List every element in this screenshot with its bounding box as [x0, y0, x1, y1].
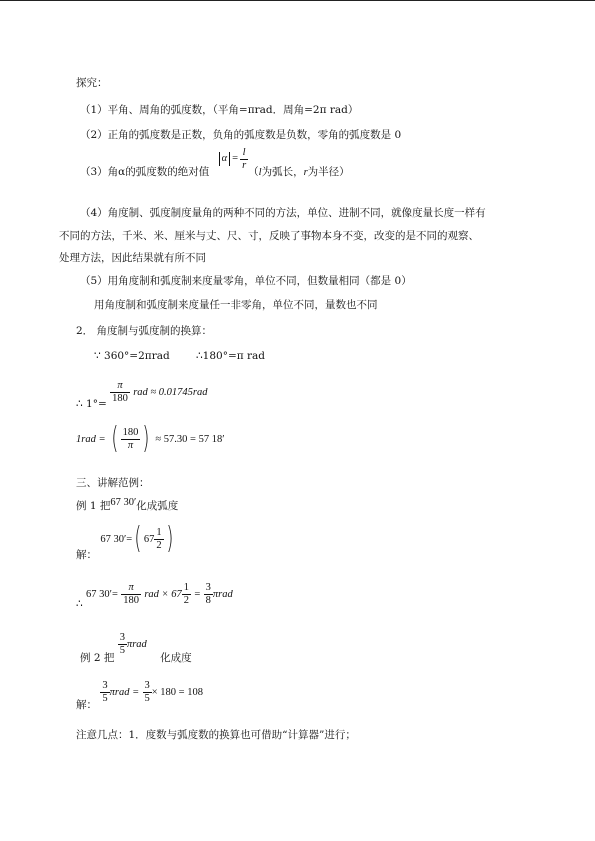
- 180-over-pi: [121, 427, 141, 452]
- therefore-symbol: ∴: [76, 598, 83, 610]
- heading-tanjiu: 探究：: [76, 77, 108, 89]
- because-line: ∵ 360°=2πrad: [94, 350, 170, 362]
- frac-num: 1: [156, 526, 162, 538]
- three-fifths: [100, 680, 109, 705]
- paren-close: ): [142, 421, 150, 456]
- point-3: [80, 146, 350, 191]
- suffix-a: （: [248, 166, 259, 178]
- frac-num: 180: [122, 426, 139, 438]
- point-2: （2）正角的弧度数是正数，负角的弧度数是负数，零角的弧度数是 0: [80, 129, 402, 141]
- paren-open: (: [111, 421, 119, 456]
- abs-alpha-formula: [219, 141, 249, 177]
- point-4-line-1: （4）角度制、弧度制度量角的两种不同的方法，单位、进制不同，就像度量长度一样有: [80, 207, 486, 219]
- suffix-b: 为弧长，: [261, 166, 304, 178]
- point-1: （1）平角、周角的弧度数，（平角=πrad．周角=2π rad）: [80, 104, 359, 116]
- l-var: l: [258, 167, 262, 178]
- frac-den: 180: [123, 594, 139, 606]
- solution-1: [76, 521, 175, 566]
- one-degree-rest: rad ≈ 0.01745rad: [133, 387, 208, 398]
- frac-num: π: [128, 581, 134, 593]
- point-5-line-1: （5）用角度制和弧度制来度量零角，单位不同，但数量相同（都是 0）: [80, 275, 412, 287]
- frac-den: π: [121, 439, 141, 452]
- notes-line: 注意几点：1．度数与弧度数的换算也可借助“计算器”进行；: [76, 729, 356, 741]
- solution-2-label: 解：: [76, 699, 97, 711]
- section-2-title: 2． 角度制与弧度制的换算：: [76, 325, 213, 337]
- formula-eq: =: [232, 153, 239, 164]
- abs-alpha: α: [219, 152, 231, 166]
- example-2-label: 例 2 把: [80, 652, 115, 664]
- top-rule: [0, 0, 595, 1]
- paren-close: ): [166, 521, 174, 556]
- frac-den: r: [242, 159, 247, 171]
- example-1-tail: 化成弧度: [136, 500, 179, 512]
- solution-2: [76, 675, 203, 716]
- point-3-prefix: （3）角α的弧度数的绝对值: [80, 166, 210, 178]
- frac-num: l: [242, 146, 246, 158]
- section-3-title: 三、讲解范例：: [76, 477, 150, 489]
- three-eighths: [204, 582, 213, 607]
- three-fifths: [118, 632, 127, 657]
- r-var: r: [303, 167, 308, 178]
- example-2-frac-tail: πrad: [126, 639, 147, 650]
- example-1-label: 例 1 把: [76, 500, 111, 512]
- example-2-tail: 化成度: [160, 652, 192, 664]
- pi-over-180: [121, 582, 141, 607]
- frac-num: 3: [144, 679, 150, 691]
- frac-den: 2: [183, 594, 189, 606]
- suffix-c: 为半径）: [307, 166, 350, 178]
- one-degree-lhs: ∴ 1°=: [76, 398, 107, 410]
- frac-den: 8: [205, 594, 211, 606]
- frac-den: 5: [119, 644, 125, 656]
- solution-2-tail: × 180 = 108: [151, 687, 203, 698]
- solution-1b: [76, 574, 233, 615]
- frac-num: 3: [102, 679, 108, 691]
- solution-1-label: 解：: [76, 549, 97, 561]
- point-5-line-2: 用角度制和弧度制来度量任一非零角，单位不同，量数也不同: [94, 299, 378, 311]
- one-radian-rest: ≈ 57.30 = 57 18′: [155, 434, 225, 445]
- pi-over-180: [110, 380, 130, 405]
- one-radian-lhs: 1rad =: [76, 434, 106, 445]
- frac-den: 180: [112, 392, 128, 404]
- solution-1b-tail: πrad: [212, 589, 233, 600]
- solution-2-mid: πrad =: [109, 687, 140, 698]
- frac-num: 3: [205, 581, 211, 593]
- paren-open: (: [134, 521, 142, 556]
- one-degree-formula: [76, 374, 208, 411]
- frac-den: 5: [144, 692, 150, 704]
- example-1-value: 67 30′: [110, 497, 137, 508]
- three-fifths-2: [143, 680, 152, 705]
- frac-num: 1: [183, 581, 189, 593]
- example-1: [76, 499, 178, 514]
- mixed-whole: 67: [143, 534, 155, 545]
- frac-den: 2: [156, 539, 162, 551]
- frac-num: 3: [119, 631, 125, 643]
- one-half: [154, 527, 163, 552]
- l-over-r: [240, 147, 248, 172]
- one-radian-formula: [76, 421, 225, 458]
- therefore-180: ∴180°=π rad: [196, 350, 266, 362]
- equals: =: [194, 589, 201, 600]
- point-4-line-2: 不同的方法，千米、米、厘米与丈、尺、寸，反映了事物本身不变，改变的是不同的观察、: [59, 230, 479, 242]
- solution-1-lhs: 67 30′=: [100, 534, 133, 545]
- solution-1b-mid: rad × 67: [144, 589, 182, 600]
- frac-num: π: [117, 379, 123, 391]
- one-half: [182, 582, 191, 607]
- point-4-line-3: 处理方法，因此结果就有所不同: [59, 252, 206, 264]
- solution-1b-lhs: 67 30′=: [86, 589, 118, 600]
- frac-den: 5: [102, 692, 108, 704]
- example-2: [80, 630, 192, 671]
